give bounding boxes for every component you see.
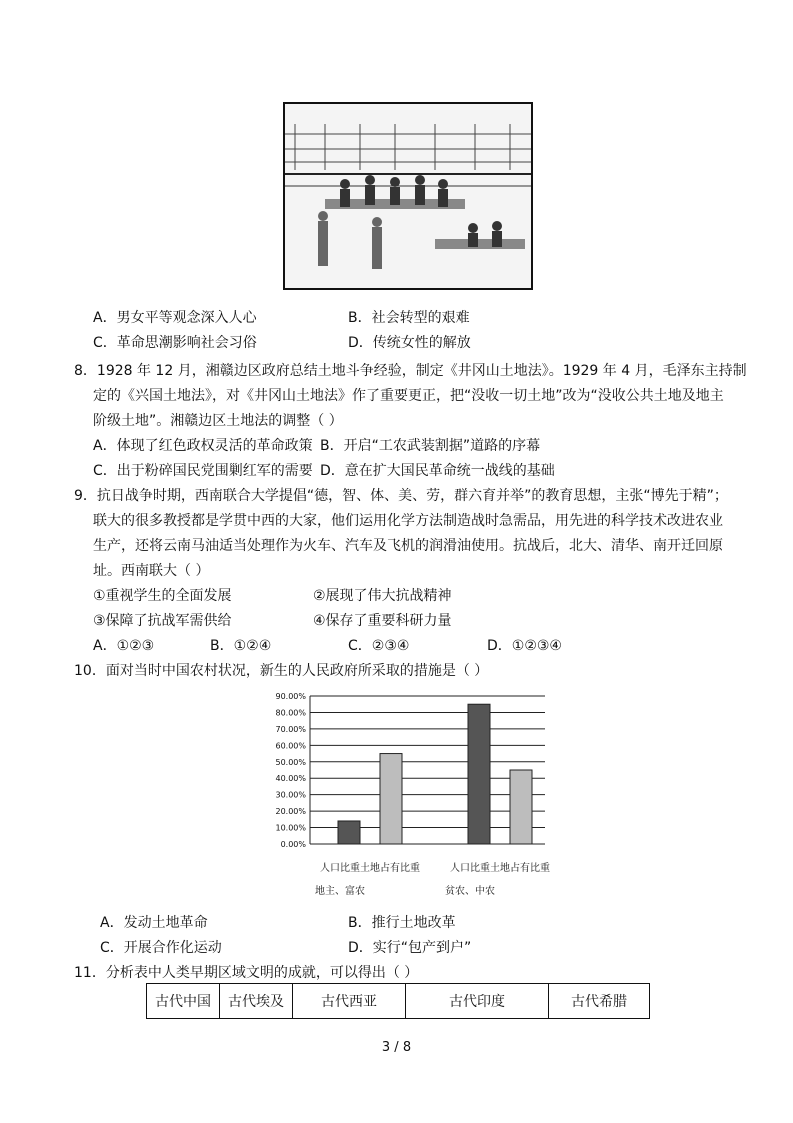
civilization-table — [146, 983, 650, 1019]
bar — [338, 821, 360, 844]
q10-option-b: B．推行土地改革 — [348, 915, 456, 931]
y-tick-label: 90.00% — [275, 692, 306, 701]
table-row — [147, 984, 650, 1019]
y-tick-label: 60.00% — [275, 741, 306, 751]
q9-option-b: B．①②④ — [210, 638, 272, 654]
q8-stem-line-1: 8．1928 年 12 月，湘赣边区政府总结土地斗争经验，制定《井冈山土地法》。1929 年 4 月，毛泽东主持制 — [74, 363, 747, 379]
chart-svg — [255, 686, 575, 901]
q9-stem-line-4: 址。西南联大（ ） — [93, 563, 210, 579]
y-tick-label: 20.00% — [275, 807, 306, 817]
q8-option-c: C．出于粉碎国民党围剿红军的需要 — [93, 463, 313, 479]
q9-stem-line-3: 生产，还将云南马油适当处理作为火车、汽车及飞机的润滑油使用。抗战后，北大、清华、南开迁回原 — [93, 538, 723, 554]
q8-option-b: B．开启“工农武装割据”道路的序幕 — [320, 438, 541, 454]
q9-option-c: C．②③④ — [348, 638, 410, 654]
q9-stem-line-1: 9．抗日战争时期，西南联合大学提倡“德，智、体、美、劳，群六育并举”的教育思想，主张“博先于精”； — [74, 488, 728, 504]
y-tick-label: 30.00% — [275, 790, 306, 800]
q9-item-1: ①重视学生的全面发展 — [93, 588, 232, 604]
y-tick-label: 40.00% — [275, 774, 306, 784]
q11-stem: 11．分析表中人类早期区域文明的成就，可以得出（ ） — [74, 965, 419, 981]
q7-option-b: B．社会转型的艰难 — [348, 310, 470, 326]
y-tick-label: 80.00% — [275, 708, 306, 718]
y-tick-label: 10.00% — [275, 823, 306, 833]
q9-item-4: ④保存了重要科研力量 — [313, 613, 452, 629]
q8-stem-line-2: 定的《兴国土地法》，对《井冈山土地法》作了重要更正，把“没收一切土地”改为“没收公共土地及地主 — [93, 388, 724, 404]
land-distribution-chart — [255, 686, 575, 901]
classroom-illustration — [283, 102, 533, 290]
q9-item-3: ③保障了抗战军需供给 — [93, 613, 232, 629]
q10-option-a: A．发动土地革命 — [100, 915, 208, 931]
q7-option-d: D．传统女性的解放 — [348, 335, 471, 351]
classroom-sketch — [285, 104, 531, 288]
x-category-sublabel: 人口比重土地占有比重 — [450, 863, 550, 874]
q8-stem-line-3: 阶级土地”。湘赣边区土地法的调整（ ） — [93, 413, 343, 429]
page-number: 3 / 8 — [381, 1040, 412, 1055]
q8-option-a: A．体现了红色政权灵活的革命政策 — [93, 438, 313, 454]
table-header-cell: 古代埃及 — [220, 984, 293, 1019]
q9-stem-line-2: 联大的很多教授都是学贯中西的大家，他们运用化学方法制造战时急需品，用先进的科学技术改进农业 — [93, 513, 723, 529]
q9-option-d: D．①②③④ — [487, 638, 562, 654]
bar — [510, 770, 532, 844]
q10-stem: 10．面对当时中国农村状况，新生的人民政府所采取的措施是（ ） — [74, 663, 489, 679]
x-category-label: 贫农、中农 — [445, 886, 495, 897]
bar — [380, 754, 402, 844]
table-header-cell: 古代中国 — [147, 984, 220, 1019]
q7-option-c: C．革命思潮影响社会习俗 — [93, 335, 257, 351]
table-header-cell: 古代希腊 — [549, 984, 650, 1019]
q10-option-c: C．开展合作化运动 — [100, 940, 222, 956]
q9-option-a: A．①②③ — [93, 638, 155, 654]
q10-option-d: D．实行“包产到户” — [348, 940, 472, 956]
y-tick-label: 70.00% — [275, 724, 306, 734]
y-tick-label: 50.00% — [275, 757, 306, 767]
bar — [468, 704, 490, 844]
x-category-label: 地主、富农 — [315, 886, 365, 897]
table-header-cell: 古代印度 — [406, 984, 549, 1019]
x-category-sublabel: 人口比重土地占有比重 — [320, 863, 420, 874]
q7-option-a: A．男女平等观念深入人心 — [93, 310, 257, 326]
q9-item-2: ②展现了伟大抗战精神 — [313, 588, 452, 604]
table-header-cell: 古代西亚 — [293, 984, 406, 1019]
y-tick-label: 0.00% — [280, 840, 306, 849]
q8-option-d: D．意在扩大国民革命统一战线的基础 — [320, 463, 555, 479]
